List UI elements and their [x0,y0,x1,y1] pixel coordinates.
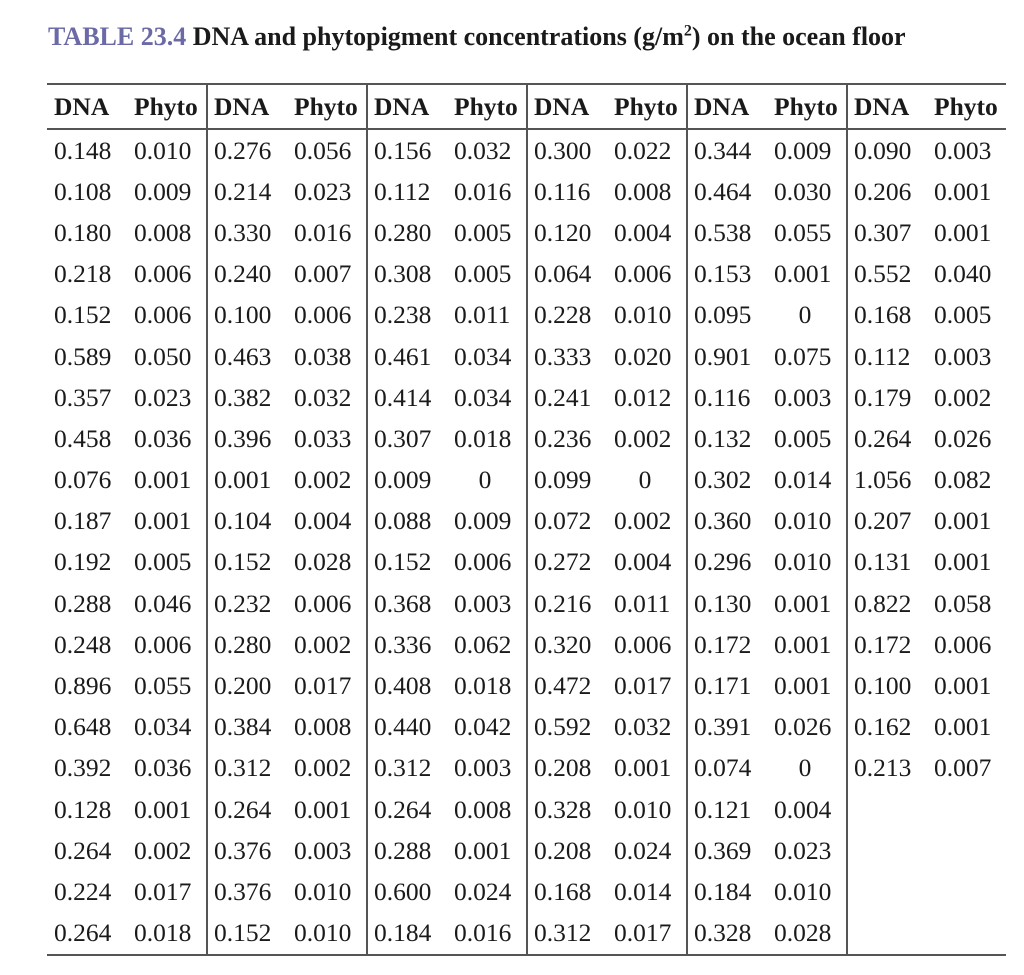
dna-cell: 0.392 [54,753,112,783]
phyto-cell: 0.040 [934,259,992,289]
column-header-phyto: Phyto [774,91,838,121]
phyto-cell: 0.007 [934,753,992,783]
phyto-cell: 0 [638,465,652,495]
dna-cell: 0.538 [687,212,772,253]
dna-cell: 0.208 [527,748,612,789]
table-title-superscript: 2 [683,22,692,40]
dna-cell: 0.156 [367,129,452,171]
dna-cell: 0.152 [207,542,292,583]
phyto-cell: 0.001 [934,671,992,701]
phyto-cell: 0.056 [294,135,352,165]
dna-cell: 0.172 [687,624,772,665]
phyto-cell: 0 [478,465,492,495]
dna-cell: 0.600 [367,871,452,912]
phyto-cell: 0.001 [774,588,832,618]
dna-cell: 0.232 [207,583,292,624]
dna-cell: 0.288 [54,588,112,618]
phyto-cell: 0.004 [774,794,832,824]
phyto-cell: 0 [798,753,812,783]
phyto-cell: 0.003 [454,588,512,618]
phyto-cell: 0.062 [454,629,512,659]
dna-cell: 0.100 [847,665,932,706]
phyto-cell: 0.010 [294,876,352,906]
phyto-cell: 0.007 [294,259,352,289]
dna-cell: 0.589 [54,341,112,371]
dna-cell: 0.369 [687,830,772,871]
dna-cell: 0.120 [527,212,612,253]
dna-cell: 0.901 [687,336,772,377]
dna-cell: 0.213 [847,748,932,789]
dna-cell: 0.208 [527,830,612,871]
dna-cell: 0.344 [687,129,772,171]
dna-cell: 0.391 [687,707,772,748]
dna-cell: 0.330 [207,212,292,253]
dna-cell: 0.108 [54,176,112,206]
phyto-cell [932,830,1006,871]
column-header-phyto: Phyto [454,91,518,121]
dna-cell: 0.128 [54,794,112,824]
dna-cell: 0.088 [367,501,452,542]
phyto-cell: 0.001 [294,794,352,824]
dna-cell: 0.236 [527,418,612,459]
phyto-cell: 0.018 [454,671,512,701]
phyto-cell: 0.002 [294,629,352,659]
phyto-cell: 0.023 [774,835,832,865]
dna-cell: 0.153 [687,254,772,295]
phyto-cell: 0.001 [934,547,992,577]
column-header-dna: DNA [527,84,612,129]
phyto-cell: 0.082 [934,465,992,495]
phyto-cell: 0.002 [294,465,352,495]
phyto-cell: 0.009 [774,135,832,165]
phyto-cell: 0.022 [614,135,672,165]
dna-cell: 0.132 [687,418,772,459]
phyto-cell: 0.017 [614,671,672,701]
dna-cell: 0.264 [367,789,452,830]
phyto-cell: 0.032 [454,135,512,165]
phyto-cell: 0.003 [934,135,992,165]
table-row [47,665,1006,706]
dna-cell: 0.552 [847,254,932,295]
table-row [47,830,1006,871]
table-viewport [47,83,998,961]
phyto-cell: 0.020 [614,341,672,371]
phyto-cell: 0.026 [774,712,832,742]
column-header-phyto: Phyto [134,91,198,121]
phyto-cell: 0.008 [294,712,352,742]
dna-cell: 0.307 [847,212,932,253]
dna-cell [847,871,932,912]
dna-cell: 0.276 [207,129,292,171]
dna-cell: 0.116 [687,377,772,418]
phyto-cell: 0.042 [454,712,512,742]
header-row [47,84,1006,129]
dna-cell: 0.152 [54,300,112,330]
phyto-cell: 0.001 [934,506,992,536]
dna-cell: 0.241 [527,377,612,418]
table-row [47,336,1006,377]
phyto-cell: 0.010 [614,794,672,824]
phyto-cell: 0.032 [614,712,672,742]
phyto-cell: 0.001 [934,176,992,206]
dna-cell: 0.357 [54,382,112,412]
dna-cell: 0.280 [367,212,452,253]
phyto-cell: 0.006 [614,629,672,659]
table-row [47,913,1006,955]
dna-cell: 0.112 [367,171,452,212]
table-row [47,212,1006,253]
phyto-cell: 0.002 [134,835,192,865]
dna-cell: 0.072 [527,501,612,542]
phyto-cell: 0.034 [454,382,512,412]
dna-cell: 0.224 [54,876,112,906]
dna-cell: 0.382 [207,377,292,418]
phyto-cell [932,871,1006,912]
table-title-end: ) on the ocean floor [691,22,906,51]
dna-cell: 0.408 [367,665,452,706]
phyto-cell: 0.006 [294,588,352,618]
phyto-cell: 0.024 [614,835,672,865]
table-row [47,171,1006,212]
column-header-phyto: Phyto [294,91,358,121]
dna-cell: 0.376 [207,830,292,871]
dna-cell: 0.296 [687,542,772,583]
phyto-cell: 0.046 [134,588,192,618]
phyto-cell: 0.010 [774,876,832,906]
dna-cell: 0.131 [847,542,932,583]
phyto-cell: 0.055 [134,671,192,701]
dna-cell: 0.822 [847,583,932,624]
dna-cell: 0.184 [687,871,772,912]
dna-cell [847,830,932,871]
phyto-cell: 0.028 [294,547,352,577]
column-header-dna: DNA [847,84,932,129]
dna-cell: 0.074 [687,748,772,789]
column-header-dna: DNA [207,84,292,129]
phyto-cell: 0.024 [454,876,512,906]
phyto-cell: 0.033 [294,423,352,453]
phyto-cell: 0.002 [294,753,352,783]
dna-cell: 0.328 [527,789,612,830]
phyto-cell: 0.018 [454,423,512,453]
phyto-cell: 0.038 [294,341,352,371]
dna-cell: 0.368 [367,583,452,624]
table-row [47,583,1006,624]
dna-cell: 0.180 [54,217,112,247]
table-row [47,418,1006,459]
table-row [47,789,1006,830]
dna-cell: 0.238 [367,295,452,336]
dna-cell: 0.592 [527,707,612,748]
table-row [47,254,1006,295]
dna-cell [847,913,932,955]
dna-cell: 0.272 [527,542,612,583]
column-header-dna: DNA [54,91,110,121]
dna-cell: 0.333 [527,336,612,377]
phyto-cell [932,913,1006,955]
table-title [193,22,906,51]
dna-cell: 0.264 [207,789,292,830]
dna-cell: 0.130 [687,583,772,624]
data-table [47,83,1006,956]
phyto-cell: 0.032 [294,382,352,412]
phyto-cell: 0.009 [134,176,192,206]
dna-cell: 0.264 [54,918,112,948]
column-header-dna: DNA [687,84,772,129]
phyto-cell: 0.050 [134,341,192,371]
dna-cell: 0.396 [207,418,292,459]
dna-cell: 0.116 [527,171,612,212]
phyto-cell: 0.006 [934,629,992,659]
phyto-cell: 0.005 [454,217,512,247]
table-row [47,707,1006,748]
phyto-cell: 0.001 [934,217,992,247]
phyto-cell: 0.001 [134,465,192,495]
dna-cell: 0.001 [207,460,292,501]
dna-cell: 0.100 [207,295,292,336]
table-row [47,542,1006,583]
dna-cell: 0.320 [527,624,612,665]
dna-cell: 0.472 [527,665,612,706]
phyto-cell: 0.034 [454,341,512,371]
dna-cell: 0.162 [847,707,932,748]
dna-cell: 0.648 [54,712,112,742]
dna-cell: 0.009 [367,460,452,501]
table-body [47,129,1006,955]
phyto-cell: 0.075 [774,341,832,371]
table-row [47,871,1006,912]
table-header [47,84,1006,129]
dna-cell: 0.376 [207,871,292,912]
phyto-cell: 0.008 [614,176,672,206]
dna-cell: 0.248 [54,629,112,659]
dna-cell: 0.207 [847,501,932,542]
phyto-cell: 0.012 [614,382,672,412]
dna-cell: 0.168 [527,871,612,912]
table-row [47,460,1006,501]
dna-cell: 0.076 [54,465,112,495]
dna-cell: 0.312 [527,913,612,955]
dna-cell: 0.192 [54,547,112,577]
dna-cell: 0.312 [367,748,452,789]
phyto-cell: 0.005 [934,300,992,330]
phyto-cell: 0.006 [614,259,672,289]
dna-cell: 0.312 [207,748,292,789]
dna-cell: 0.414 [367,377,452,418]
phyto-cell: 0.001 [774,671,832,701]
dna-cell: 0.264 [54,835,112,865]
phyto-cell: 0.003 [934,341,992,371]
phyto-cell: 0.006 [294,300,352,330]
phyto-cell: 0.010 [774,547,832,577]
phyto-cell [932,789,1006,830]
phyto-cell: 0.004 [294,506,352,536]
dna-cell: 0.152 [367,542,452,583]
phyto-cell: 0.009 [454,506,512,536]
phyto-cell: 0.011 [614,588,671,618]
dna-cell: 0.171 [687,665,772,706]
table-title-text: DNA and phytopigment concentrations (g/m [192,22,684,51]
column-header-phyto: Phyto [614,91,678,121]
dna-cell: 0.184 [367,913,452,955]
phyto-cell: 0.016 [454,918,512,948]
phyto-cell: 0.001 [934,712,992,742]
phyto-cell: 0.002 [614,423,672,453]
phyto-cell: 0.001 [774,629,832,659]
dna-cell: 0.121 [687,789,772,830]
dna-cell: 0.458 [54,423,112,453]
dna-cell: 0.228 [527,295,612,336]
phyto-cell: 0.017 [614,918,672,948]
dna-cell [847,789,932,830]
dna-cell: 0.187 [54,506,112,536]
phyto-cell: 0.010 [774,506,832,536]
phyto-cell: 0.026 [934,423,992,453]
phyto-cell: 0.003 [774,382,832,412]
dna-cell: 1.056 [847,460,932,501]
dna-cell: 0.152 [207,913,292,955]
dna-cell: 0.264 [847,418,932,459]
dna-cell: 0.206 [847,171,932,212]
table-row [47,624,1006,665]
dna-cell: 0.288 [367,830,452,871]
phyto-cell: 0.006 [134,300,192,330]
phyto-cell: 0.004 [614,217,672,247]
phyto-cell: 0.001 [134,794,192,824]
phyto-cell: 0.034 [134,712,192,742]
dna-cell: 0.214 [207,171,292,212]
table-row [47,129,1006,171]
phyto-cell: 0.014 [774,465,832,495]
dna-cell: 0.300 [527,129,612,171]
phyto-cell: 0.028 [774,918,832,948]
phyto-cell: 0.010 [134,135,192,165]
phyto-cell: 0.017 [134,876,192,906]
phyto-cell: 0.003 [454,753,512,783]
phyto-cell: 0.018 [134,918,192,948]
dna-cell: 0.440 [367,707,452,748]
dna-cell: 0.095 [687,295,772,336]
phyto-cell: 0.005 [454,259,512,289]
phyto-cell: 0.005 [774,423,832,453]
dna-cell: 0.099 [527,460,612,501]
dna-cell: 0.896 [54,671,112,701]
table-number: TABLE 23.4 [48,22,187,51]
phyto-cell: 0.036 [134,423,192,453]
table-row [47,501,1006,542]
phyto-cell: 0.017 [294,671,352,701]
phyto-cell: 0.001 [614,753,672,783]
dna-cell: 0.464 [687,171,772,212]
phyto-cell: 0.010 [614,300,672,330]
dna-cell: 0.172 [847,624,932,665]
phyto-cell: 0.006 [454,547,512,577]
dna-cell: 0.461 [367,336,452,377]
dna-cell: 0.302 [687,460,772,501]
phyto-cell: 0.006 [134,259,192,289]
phyto-cell: 0.001 [774,259,832,289]
dna-cell: 0.104 [207,501,292,542]
phyto-cell: 0.008 [134,217,192,247]
phyto-cell: 0.004 [614,547,672,577]
dna-cell: 0.307 [367,418,452,459]
dna-cell: 0.280 [207,624,292,665]
phyto-cell: 0.058 [934,588,992,618]
dna-cell: 0.179 [847,377,932,418]
phyto-cell: 0.023 [294,176,352,206]
phyto-cell: 0 [798,300,812,330]
dna-cell: 0.308 [367,254,452,295]
phyto-cell: 0.005 [134,547,192,577]
phyto-cell: 0.036 [134,753,192,783]
dna-cell: 0.336 [367,624,452,665]
dna-cell: 0.168 [847,295,932,336]
dna-cell: 0.240 [207,254,292,295]
dna-cell: 0.112 [847,336,932,377]
column-header-dna: DNA [367,84,452,129]
dna-cell: 0.328 [687,913,772,955]
phyto-cell: 0.030 [774,176,832,206]
dna-cell: 0.200 [207,665,292,706]
table-caption [48,22,906,52]
dna-cell: 0.384 [207,707,292,748]
table-row [47,377,1006,418]
phyto-cell: 0.002 [614,506,672,536]
phyto-cell: 0.008 [454,794,512,824]
phyto-cell: 0.010 [294,918,352,948]
dna-cell: 0.360 [687,501,772,542]
dna-cell: 0.218 [54,259,112,289]
phyto-cell: 0.023 [134,382,192,412]
phyto-cell: 0.014 [614,876,672,906]
dna-cell: 0.216 [527,583,612,624]
phyto-cell: 0.003 [294,835,352,865]
phyto-cell: 0.016 [294,217,352,247]
phyto-cell: 0.016 [454,176,512,206]
dna-cell: 0.064 [527,254,612,295]
phyto-cell: 0.001 [134,506,192,536]
dna-cell: 0.090 [847,129,932,171]
table-row [47,295,1006,336]
phyto-cell: 0.011 [454,300,511,330]
phyto-cell: 0.002 [934,382,992,412]
dna-cell: 0.148 [54,135,112,165]
table-row [47,748,1006,789]
phyto-cell: 0.055 [774,217,832,247]
column-header-phyto: Phyto [934,91,998,121]
phyto-cell: 0.006 [134,629,192,659]
dna-cell: 0.463 [207,336,292,377]
phyto-cell: 0.001 [454,835,512,865]
